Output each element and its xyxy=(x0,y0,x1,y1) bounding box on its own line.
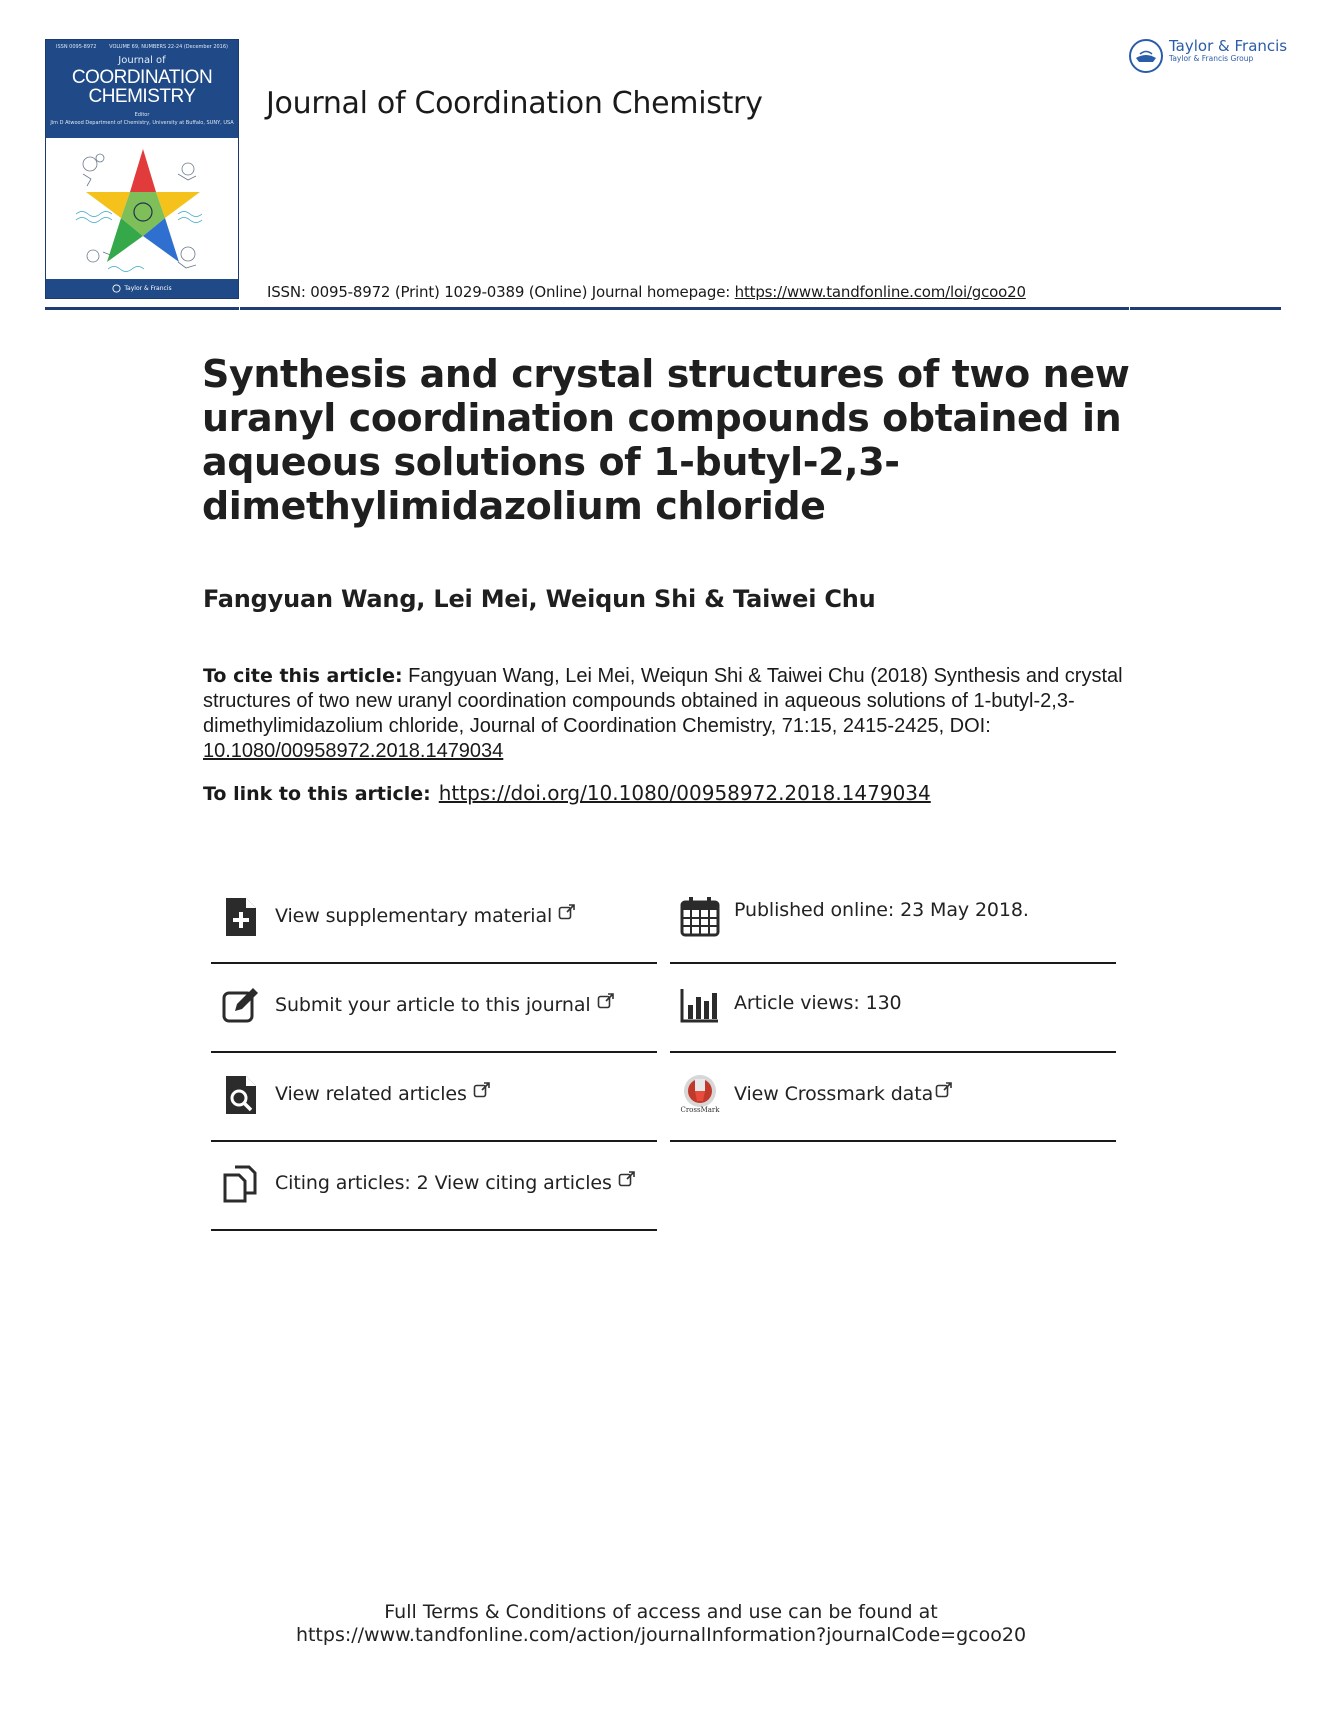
publisher-group: Taylor & Francis Group xyxy=(1169,54,1254,63)
article-authors: Fangyuan Wang, Lei Mei, Weiqun Shi & Taiwei Chu xyxy=(203,585,876,613)
document-search-icon xyxy=(221,1074,261,1116)
publisher-name: Taylor & Francis xyxy=(1169,37,1288,55)
cover-publisher: Taylor & Francis xyxy=(124,285,172,292)
cover-volume: VOLUME 69, NUMBERS 22-24 (December 2016) xyxy=(109,44,228,50)
cover-title-line2: CHEMISTRY xyxy=(88,86,196,107)
external-link-icon xyxy=(558,903,576,921)
cover-title-line1: COORDINATION xyxy=(71,67,213,88)
article-title: Synthesis and crystal structures of two new uranyl coordination compounds obtained in aqueous solutions of 1-butyl-2,3-dimethylimidazolium chloride xyxy=(202,352,1130,528)
issn-text: ISSN: 0095-8972 (Print) 1029-0389 (Online) Journal homepage: xyxy=(267,283,735,301)
footer-line1: Full Terms & Conditions of access and use can be found at xyxy=(384,1601,938,1623)
external-link-icon xyxy=(935,1081,953,1099)
supplementary-material-link[interactable] xyxy=(211,876,657,964)
cover-star-artwork xyxy=(68,144,218,279)
published-online-info xyxy=(670,876,1116,964)
header-divider xyxy=(45,307,1281,310)
cover-journal-of: Journal of xyxy=(118,55,166,66)
related-articles-link[interactable] xyxy=(211,1054,657,1142)
footer-terms xyxy=(0,1601,1322,1647)
cover-issn: ISSN 0095-8972 xyxy=(56,44,97,50)
edit-pencil-icon xyxy=(221,985,261,1027)
cover-issn-line xyxy=(46,44,238,53)
link-label: To link to this article: xyxy=(203,783,431,805)
crossmark-icon xyxy=(680,1074,720,1108)
submit-article-link[interactable] xyxy=(211,965,657,1053)
bar-chart-icon xyxy=(680,985,720,1027)
citation-doi-link[interactable]: 10.1080/00958972.2018.1479034 xyxy=(203,740,504,762)
copy-documents-icon xyxy=(221,1163,261,1205)
supplementary-label: View supplementary material xyxy=(275,905,553,927)
publisher-logo[interactable] xyxy=(1128,38,1287,74)
article-doi-link[interactable]: https://doi.org/10.1080/00958972.2018.1479034 xyxy=(438,781,931,805)
submit-label: Submit your article to this journal xyxy=(275,994,591,1016)
published-date: Published online: 23 May 2018. xyxy=(734,899,1029,921)
cover-band xyxy=(46,40,238,138)
issn-line xyxy=(267,283,1026,301)
citation-block xyxy=(203,664,1133,764)
crossmark-link[interactable] xyxy=(670,1054,1116,1142)
external-link-icon xyxy=(618,1170,636,1188)
article-views: Article views: 130 xyxy=(734,992,902,1014)
article-link-line xyxy=(203,781,931,805)
calendar-icon xyxy=(680,896,720,938)
footer-url[interactable]: https://www.tandfonline.com/action/journalInformation?journalCode=gcoo20 xyxy=(295,1624,1027,1646)
citation-label: To cite this article: xyxy=(203,665,403,687)
citation-text: Fangyuan Wang, Lei Mei, Weiqun Shi & Taiwei Chu (2018) Synthesis and crystal structures of two new uranyl coordination compounds obtained in aqueous solutions of 1-butyl-2,3-dimethylimidazolium chloride, Journal of Coordination Chemistry, 71:15, 2415-2425, DOI: xyxy=(203,665,1123,737)
article-views-info xyxy=(670,965,1116,1053)
journal-homepage-link[interactable]: https://www.tandfonline.com/loi/gcoo20 xyxy=(734,283,1026,301)
cover-publisher-icon xyxy=(112,284,121,293)
crossmark-label: View Crossmark data xyxy=(734,1083,934,1105)
journal-cover xyxy=(45,39,239,299)
taylor-francis-lamp-icon xyxy=(1128,38,1164,74)
external-link-icon xyxy=(473,1081,491,1099)
cover-footer xyxy=(46,279,238,298)
crossmark-badge-text: CrossMark xyxy=(680,1106,720,1114)
cover-editor-label: Editor xyxy=(134,112,150,118)
citing-articles-link[interactable] xyxy=(211,1143,657,1231)
supplementary-file-icon xyxy=(221,896,261,938)
crossmark-logo xyxy=(680,1074,720,1116)
related-label: View related articles xyxy=(275,1083,467,1105)
citing-label: Citing articles: 2 View citing articles xyxy=(275,1172,612,1194)
journal-title[interactable]: Journal of Coordination Chemistry xyxy=(266,86,763,121)
external-link-icon xyxy=(597,992,615,1010)
cover-editor-name: Jim D Atwood Department of Chemistry, University at Buffalo, SUNY, USA xyxy=(50,120,234,126)
